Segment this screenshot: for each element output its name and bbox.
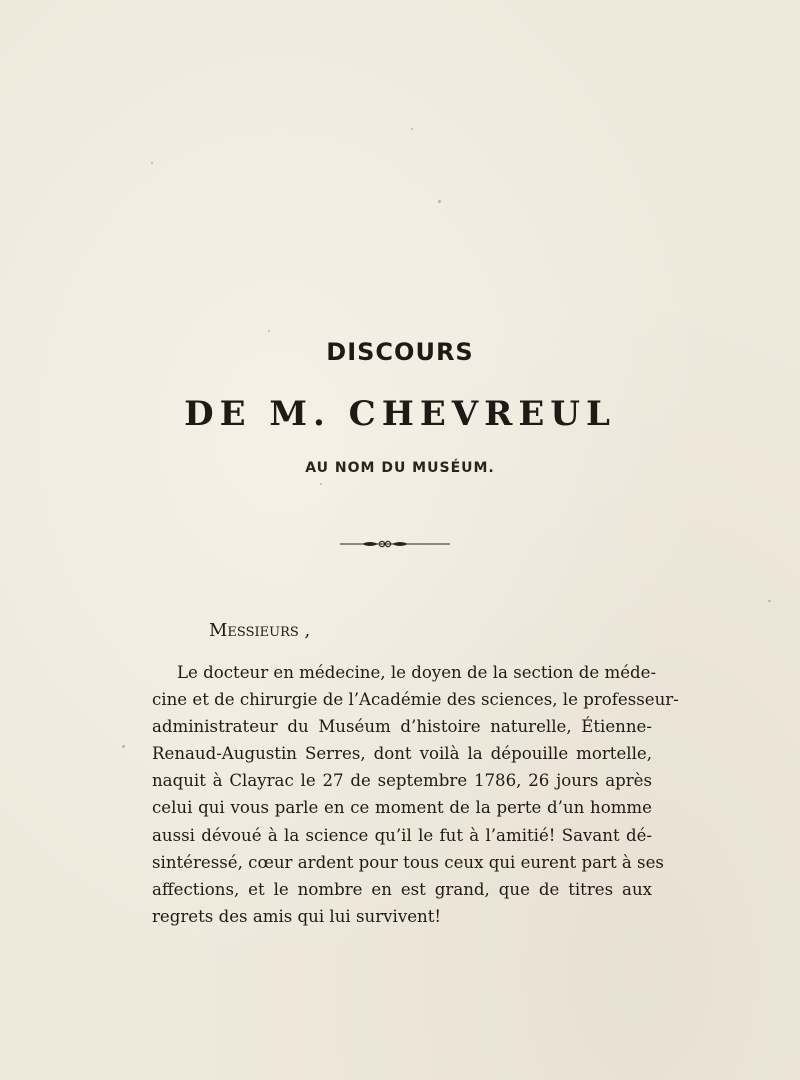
paragraph-line: Le docteur en médecine, le doyen de la section de méde- — [177, 663, 657, 682]
paper-speck — [268, 330, 270, 332]
paragraph-line: sintéressé, cœur ardent pour tous ceux qui eurent part à ses — [152, 852, 664, 872]
ornament-divider — [340, 539, 450, 549]
document-author: DE M. CHEVREUL — [184, 394, 616, 434]
document-title: DISCOURS — [326, 338, 474, 366]
paragraph-line: affections, et le nombre en est grand, que de titres aux — [152, 879, 652, 899]
body-paragraph — [152, 659, 679, 930]
paper-speck — [320, 483, 322, 485]
salutation: Messieurs , — [209, 620, 311, 641]
paragraph-line: cine et de chirurgie de l’Académie des sciences, le professeur- — [152, 690, 679, 710]
paper-speck — [151, 162, 153, 164]
paper-speck — [438, 200, 441, 203]
paper-speck — [411, 128, 413, 130]
paper-speck — [768, 600, 771, 602]
paragraph-line: aussi dévoué à la science qu’il le fut à l’amitié! Savant dé- — [152, 825, 652, 845]
paper-speck — [122, 745, 125, 748]
paragraph-line: celui qui vous parle en ce moment de la perte d’un homme — [152, 798, 652, 818]
paragraph-line: administrateur du Muséum d’histoire naturelle, Étienne- — [152, 717, 652, 737]
paragraph-line: regrets des amis qui lui survivent! — [152, 906, 442, 926]
paragraph-line: naquit à Clayrac le 27 de septembre 1786, 26 jours après — [152, 771, 652, 791]
paragraph-line: Renaud-Augustin Serres, dont voilà la dépouille mortelle, — [152, 744, 652, 764]
document-subtitle: AU NOM DU MUSÉUM. — [305, 460, 495, 476]
